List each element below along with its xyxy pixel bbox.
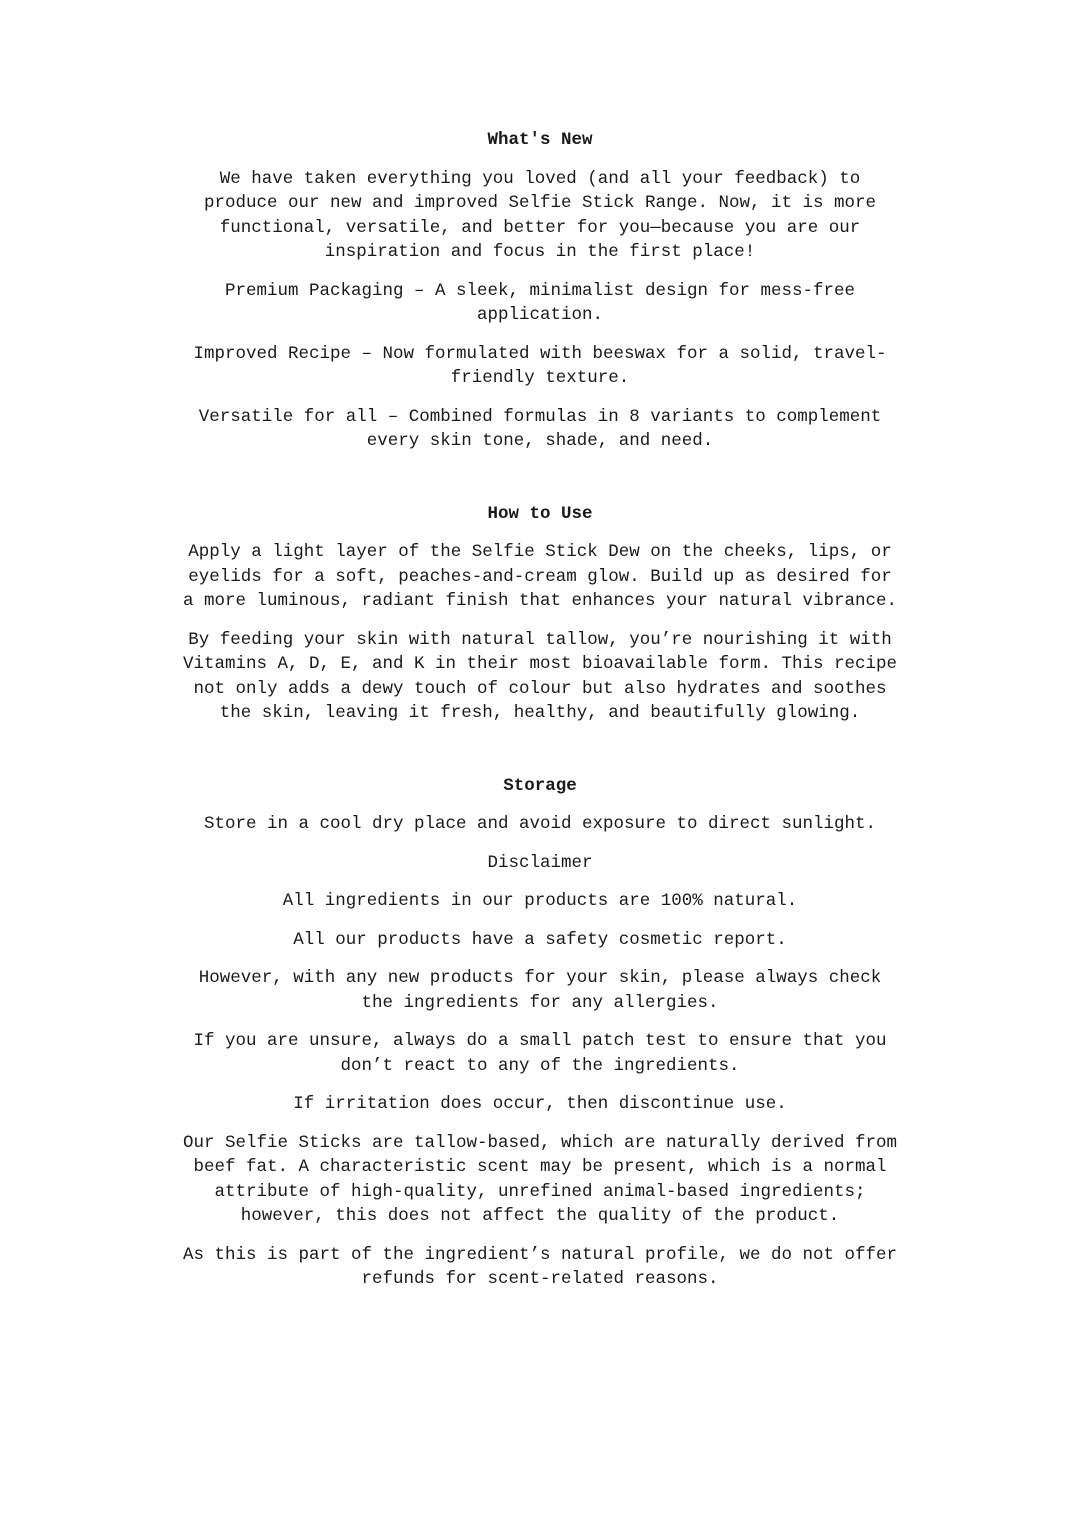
paragraph: Versatile for all – Combined formulas in 8 variants to complement every skin tone, shade, and need. — [198, 406, 882, 451]
paragraph: All ingredients in our products are 100% natural. — [282, 891, 798, 911]
paragraph: As this is part of the ingredient’s natural profile, we do not offer refunds for scent-related reasons. — [182, 1244, 898, 1289]
paragraph: If you are unsure, always do a small patch test to ensure that you don’t react to any of the ingredients. — [193, 1031, 887, 1076]
section-whats-new — [120, 128, 960, 454]
paragraph: However, with any new products for your skin, please always check the ingredients for any allergies. — [198, 968, 882, 1013]
paragraph: All our products have a safety cosmetic report. — [293, 929, 787, 950]
paragraph: By feeding your skin with natural tallow, you’re nourishing it with Vitamins A, D, E, and K in their most bioavailable form. This recipe not only adds a dewy touch of colour but also hydrates and soothes the skin, leaving it fresh, healthy, and beautifully glowing. — [182, 629, 898, 723]
section-heading-storage: Storage — [503, 775, 577, 796]
document-page — [120, 128, 960, 1306]
section-heading-how-to-use: How to Use — [487, 503, 593, 524]
paragraph: Apply a light layer of the Selfie Stick Dew on the cheeks, lips, or eyelids for a soft, peaches-and-cream glow. Build up as desired for a more luminous, radiant finish that enhances your natural vibrance. — [182, 542, 898, 611]
paragraph: We have taken everything you loved (and all your feedback) to produce our new and improved Selfie Stick Range. Now, it is more functional, versatile, and better for you—because you are our inspiration and focus in the first place! — [203, 168, 877, 262]
paragraph: If irritation does occur, then discontinue use. — [293, 1094, 787, 1114]
paragraph: Store in a cool dry place and avoid exposure to direct sunlight. — [203, 814, 877, 834]
section-storage — [120, 774, 960, 1292]
section-heading-whats-new: What's New — [487, 130, 593, 150]
section-how-to-use — [120, 502, 960, 726]
paragraph: Premium Packaging – A sleek, minimalist design for mess-free application. — [224, 280, 856, 325]
paragraph: Our Selfie Sticks are tallow-based, which are naturally derived from beef fat. A characteristic scent may be present, which is a normal attribute of high-quality, unrefined animal-based ingredients; however, this does not affect the quality of the product. — [182, 1132, 898, 1226]
paragraph: Improved Recipe – Now formulated with beeswax for a solid, travel- friendly texture. — [193, 343, 887, 388]
disclaimer-label: Disclaimer — [487, 852, 593, 873]
